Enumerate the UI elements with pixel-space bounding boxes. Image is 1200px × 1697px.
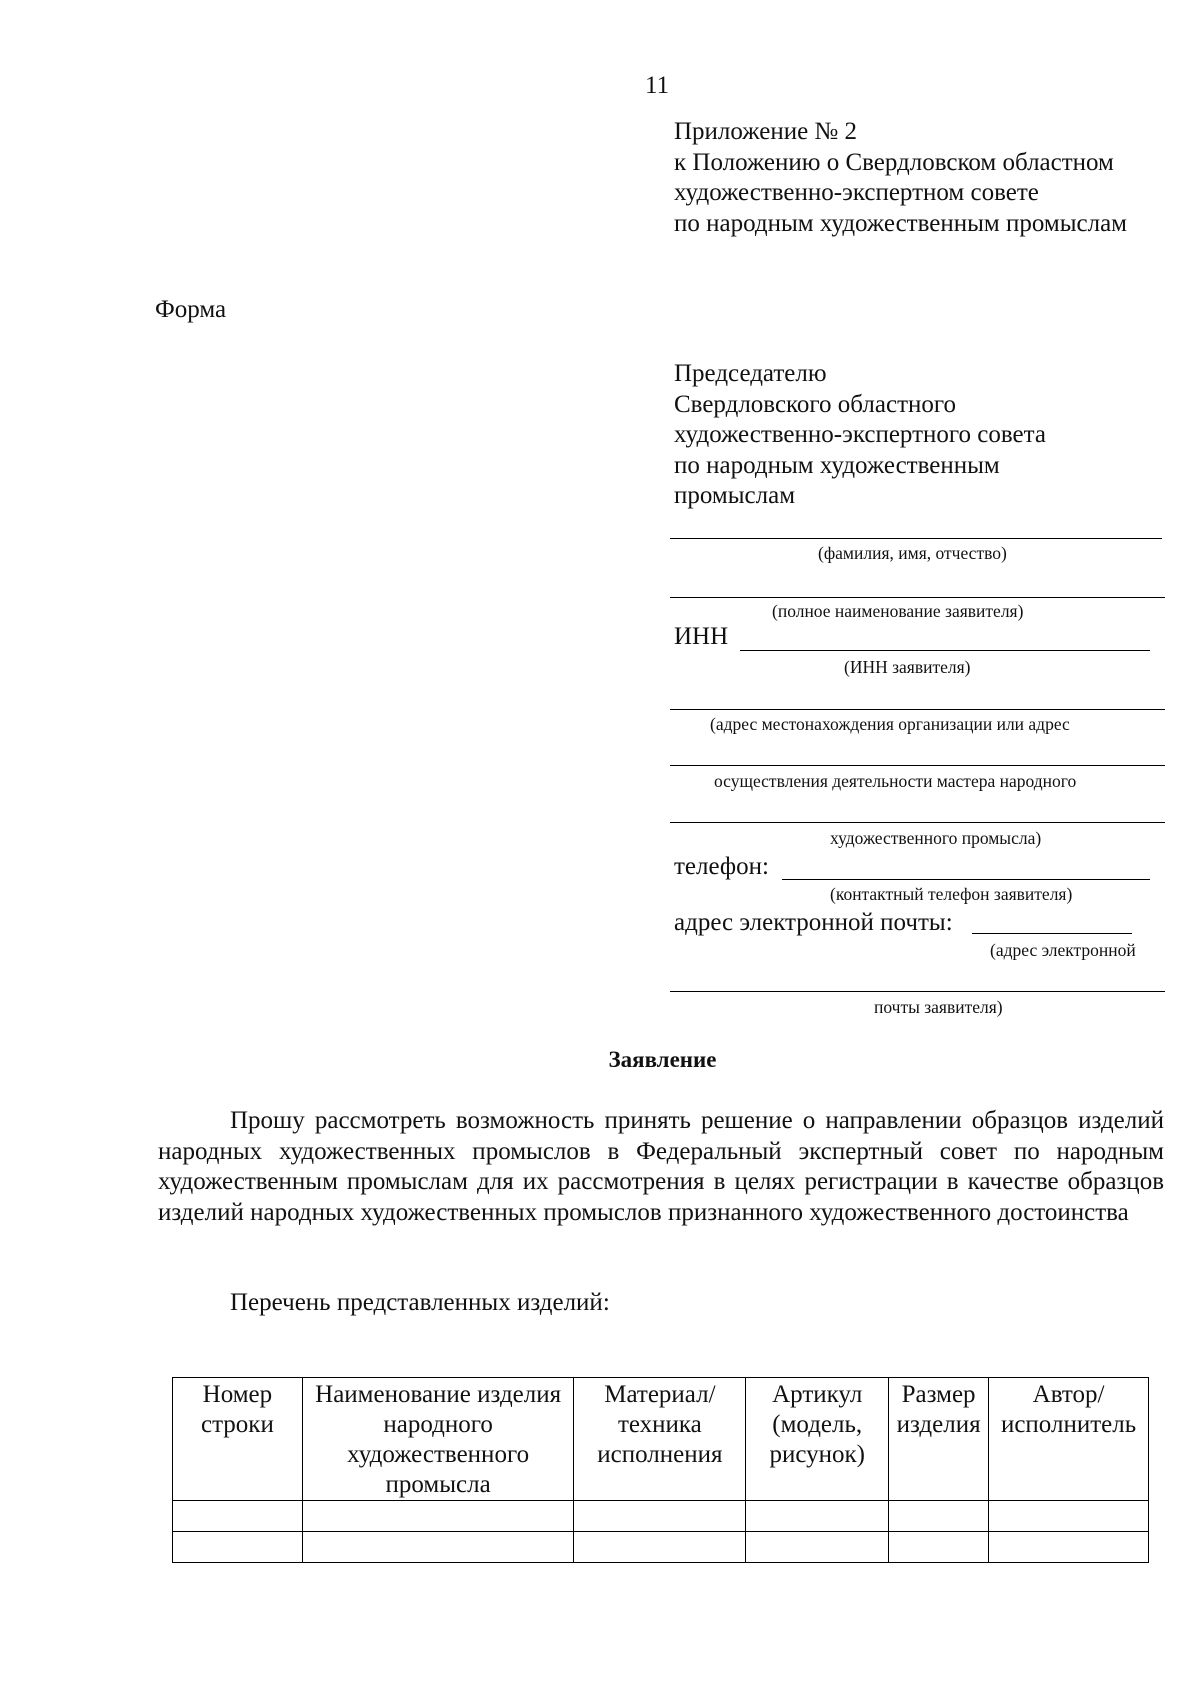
addressee-line: Председателю xyxy=(674,360,827,387)
document-title: Заявление xyxy=(608,1047,717,1072)
address-field-line-2[interactable] xyxy=(670,765,1165,766)
table-row xyxy=(173,1501,1149,1532)
addressee-line: промыслам xyxy=(674,482,796,509)
fio-field-line[interactable] xyxy=(670,538,1162,539)
fullname-field-line[interactable] xyxy=(670,597,1165,598)
inn-field-line[interactable] xyxy=(740,650,1150,651)
phone-label: телефон: xyxy=(674,853,769,880)
table-cell[interactable] xyxy=(574,1532,746,1563)
address-hint-1: (адрес местонахождения организации или адрес xyxy=(710,714,1070,734)
addressee-line: по народным художественным xyxy=(674,451,1000,479)
items-list-label: Перечень представленных изделий: xyxy=(230,1289,610,1316)
email-field-line-2[interactable] xyxy=(670,991,1165,992)
col-header-row-number: Номер строки xyxy=(173,1378,303,1501)
table-cell[interactable] xyxy=(746,1501,889,1532)
page-number: 11 xyxy=(645,72,670,99)
table-cell[interactable] xyxy=(173,1501,303,1532)
table-cell[interactable] xyxy=(889,1501,989,1532)
col-header-author: Автор/ исполнитель xyxy=(989,1378,1149,1501)
col-header-size: Размер изделия xyxy=(889,1378,989,1501)
col-header-article: Артикул (модель, рисунок) xyxy=(746,1378,889,1501)
email-hint-1: (адрес электронной xyxy=(990,940,1136,960)
address-hint-2: осуществления деятельности мастера народного xyxy=(714,771,1077,791)
appendix-line: к Положению о Свердловском областном xyxy=(674,148,1114,176)
table-cell[interactable] xyxy=(989,1501,1149,1532)
table-cell[interactable] xyxy=(989,1532,1149,1563)
fullname-hint: (полное наименование заявителя) xyxy=(772,601,1024,621)
appendix-line: художественно-экспертном совете xyxy=(674,179,1039,206)
address-hint-3: художественного промысла) xyxy=(830,828,1042,848)
addressee-line: художественно-экспертного совета xyxy=(674,421,1046,448)
fio-hint: (фамилия, имя, отчество) xyxy=(818,543,1007,563)
email-field-line-1[interactable] xyxy=(972,933,1132,934)
address-field-line-1[interactable] xyxy=(670,709,1165,710)
col-header-material: Материал/ техника исполнения xyxy=(574,1378,746,1501)
inn-hint: (ИНН заявителя) xyxy=(844,657,971,677)
addressee-block xyxy=(674,359,1046,512)
table-cell[interactable] xyxy=(302,1501,574,1532)
table-cell[interactable] xyxy=(889,1532,989,1563)
items-table xyxy=(172,1377,1149,1563)
email-hint-2: почты заявителя) xyxy=(874,997,1003,1017)
appendix-line: Приложение № 2 xyxy=(674,118,858,145)
inn-label: ИНН xyxy=(674,623,729,650)
phone-field-line[interactable] xyxy=(782,879,1150,880)
table-header-row xyxy=(173,1378,1149,1501)
appendix-line: по народным художественным промыслам xyxy=(674,209,1127,237)
addressee-line: Свердловского областного xyxy=(674,390,957,418)
phone-hint: (контактный телефон заявителя) xyxy=(830,884,1073,904)
table-cell[interactable] xyxy=(173,1532,303,1563)
application-text: Прошу рассмотреть возможность принять решение о направлении образцов изделий народных художественных промыслов в Федеральный экспертный совет по народным художественным промыслам для их рассмотрения в целях регистрации в качестве образцов изделий народных художественных промыслов признанного художественного достоинства xyxy=(158,1107,1164,1226)
email-label: адрес электронной почты: xyxy=(674,909,953,936)
form-label: Форма xyxy=(155,296,227,323)
table-cell[interactable] xyxy=(574,1501,746,1532)
col-header-item-name: Наименование изделия народного художественного промысла xyxy=(302,1378,574,1501)
table-cell[interactable] xyxy=(302,1532,574,1563)
table-row xyxy=(173,1532,1149,1563)
appendix-header xyxy=(674,117,1127,239)
address-field-line-3[interactable] xyxy=(670,822,1165,823)
table-cell[interactable] xyxy=(746,1532,889,1563)
